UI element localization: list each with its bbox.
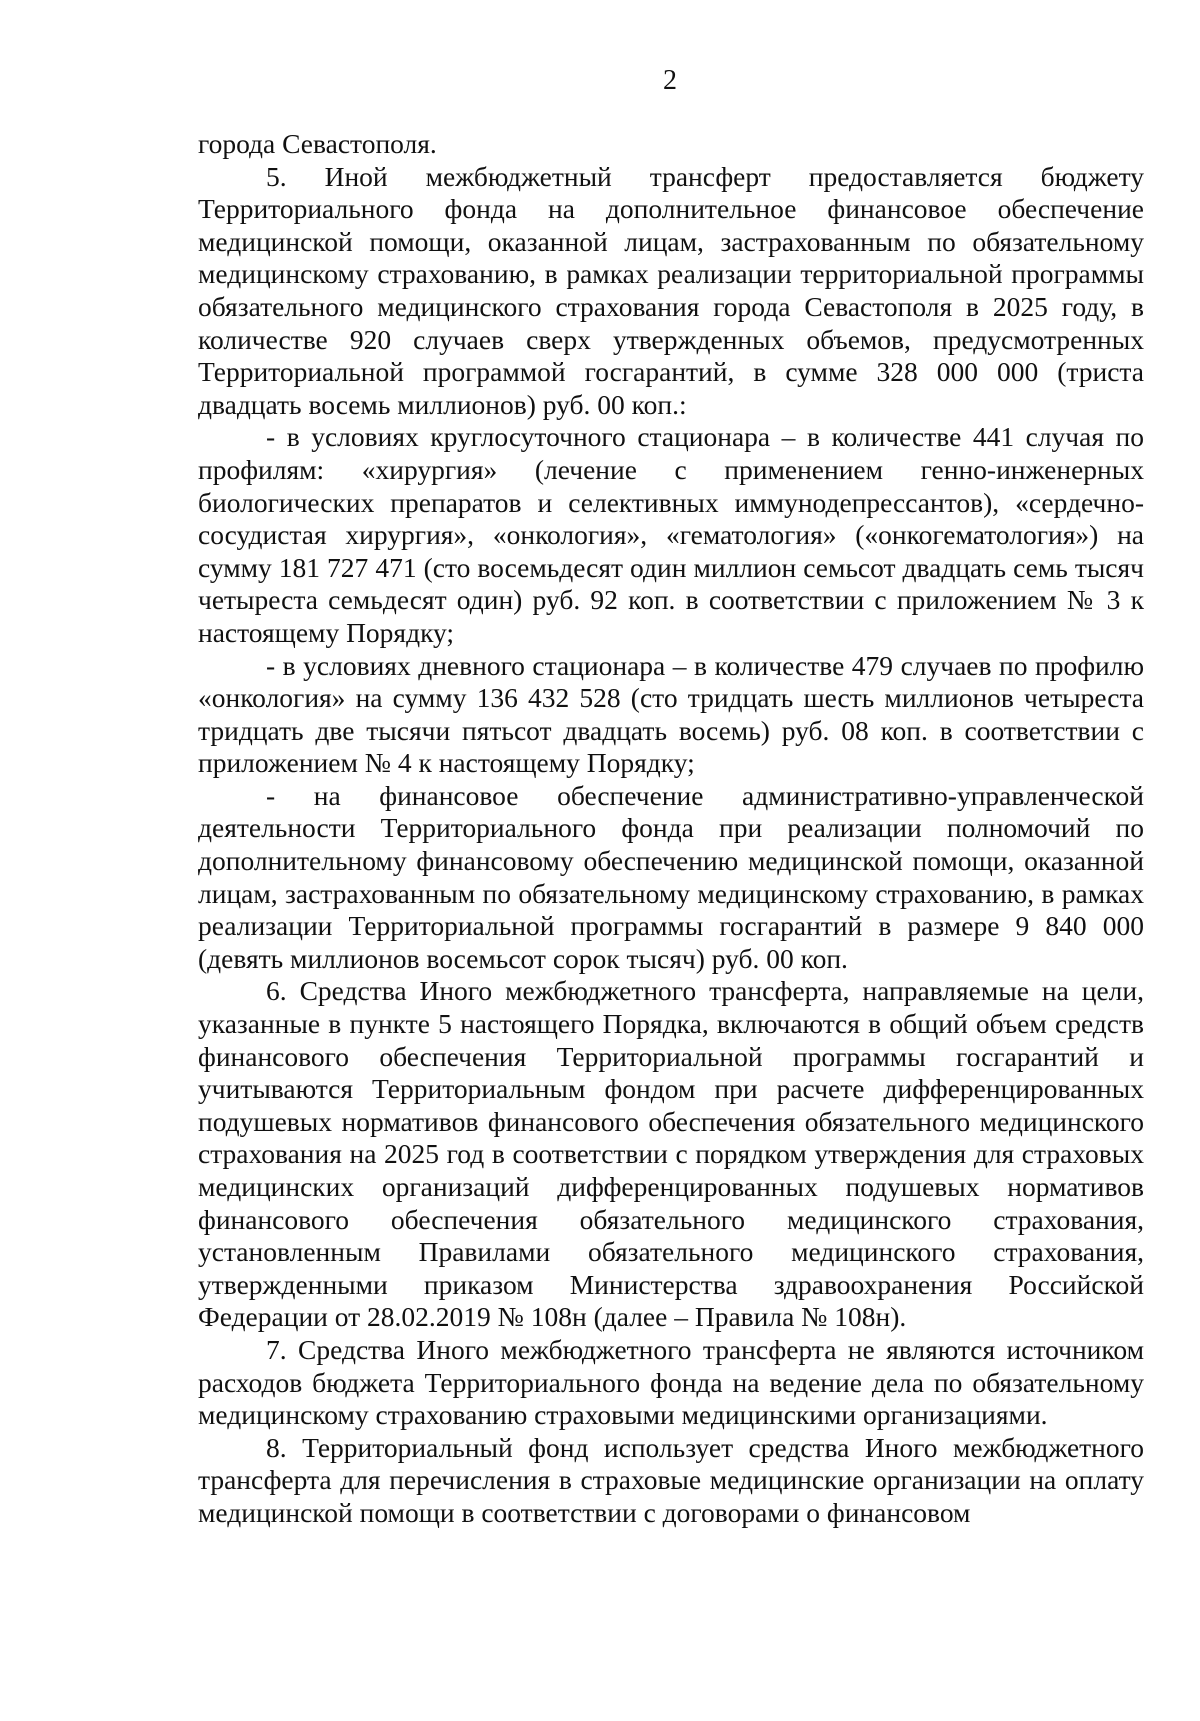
- paragraph-day-hospital: - в условиях дневного стационара – в количестве 479 случаев по профилю «онкология» на сумму 136 432 528 (сто тридцать шесть миллионов четыреста тридцать две тысячи пятьсот двадцать восемь) руб. 08 коп. в соответствии с приложением № 4 к настоящему Порядку;: [198, 649, 1144, 779]
- paragraph-item-8: 8. Территориальный фонд использует средства Иного межбюджетного трансферта для перечисления в страховые медицинские организации на оплату медицинской помощи в соответствии с договорами о финансовом: [198, 1431, 1144, 1528]
- paragraph-item-6: 6. Средства Иного межбюджетного трансферта, направляемые на цели, указанные в пункте 5 настоящего Порядка, включаются в общий объем средств финансового обеспечения Территориальной программы госгарантий и учитываются Территориальным фондом при расчете дифференцированных подушевых нормативов финансового обеспечения обязательного медицинского страхования на 2025 год в соответствии с порядком утверждения для страховых медицинских организаций дифференцированных подушевых нормативов финансового обеспечения обязательного медицинского страхования, установленным Правилами обязательного медицинского страхования, утвержденными приказом Министерства здравоохранения Российской Федерации от 28.02.2019 № 108н (далее – Правила № 108н).: [198, 975, 1144, 1333]
- paragraph-item-5: 5. Иной межбюджетный трансферт предоставляется бюджету Территориального фонда на дополнительное финансовое обеспечение медицинской помощи, оказанной лицам, застрахованным по обязательному медицинскому страхованию, в рамках реализации территориальной программы обязательного медицинского страхования города Севастополя в 2025 году, в количестве 920 случаев сверх утвержденных объемов, предусмотренных Территориальной программой госгарантий, в сумме 328 000 000 (триста двадцать восемь миллионов) руб. 00 коп.:: [198, 160, 1144, 420]
- paragraph-item-7: 7. Средства Иного межбюджетного трансферта не являются источником расходов бюджета Территориального фонда на ведение дела по обязательному медицинскому страхованию страховыми медицинскими организациями.: [198, 1333, 1144, 1431]
- document-body: [198, 128, 1144, 1530]
- page-number: 2: [663, 65, 677, 96]
- paragraph-administrative-support: - на финансовое обеспечение административно-управленческой деятельности Территориального фонда при реализации полномочий по дополнительному финансовому обеспечению медицинской помощи, оказанной лицам, застрахованным по обязательному медицинскому страхованию, в рамках реализации Территориальной программы госгарантий в размере 9 840 000 (девять миллионов восемьсот сорок тысяч) руб. 00 коп.: [198, 779, 1144, 974]
- paragraph-round-the-clock-hospital: - в условиях круглосуточного стационара – в количестве 441 случая по профилям: «хирургия» (лечение с применением генно-инженерных биологических препаратов и селективных иммунодепрессантов), «сердечно-сосудистая хирургия», «онкология», «гематология» («онкогематология») на сумму 181 727 471 (сто восемьдесят один миллион семьсот двадцать семь тысяч четыреста семьдесят один) руб. 92 коп. в соответствии с приложением № 3 к настоящему Порядку;: [198, 421, 1144, 648]
- paragraph-continuation: города Севастополя.: [198, 128, 437, 159]
